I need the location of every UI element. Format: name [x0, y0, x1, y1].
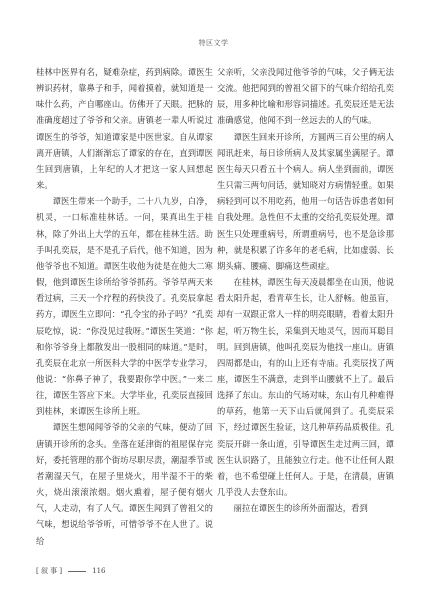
right-column	[217, 64, 394, 516]
left-column	[36, 64, 213, 549]
body-paragraph: 父亲听，父亲没闻过他爷爷的气味，父子俩无法交流。他把闻到的曾祖父留下的气味介绍给孔奕辰，用多种比喻和形容词描述。孔奕辰还是无法准确感觉，他闻不到一丝远去的人的气味。	[217, 67, 394, 126]
journal-title: 特区文学	[198, 39, 229, 47]
footer-divider	[68, 571, 86, 572]
body-paragraph: 谭医生带来一个助手，二十八九岁，白净，机灵，一口标准桂林话。一问，果真出生于桂林，除了外出上大学的五年，都在桂林生活。助手叫孔奕辰，是不是孔子后代，他不知道，因为他爷爷也不知道。谭医生收他为徒是在他大二寒假，他到谭医生诊所给爷爷抓药。爷爷早两天来看过病，三天一个疗程的药快没了。孔奕辰拿起药方，谭医生立即问：“孔令宝的孙子吗？”孔奕辰吃惊，说：“你没见过我呀。”谭医生笑道：“你和你爷爷身上都散发出一股相同的味道。”是时，孔奕辰在北京一所医科大学的中医学专业学习，他说：“你鼻子神了，我要跟你学中医。”一来二往，谭医生答应下来。大学毕业，孔奕辰直接回到桂林，来谭医生诊所上班。	[36, 196, 213, 417]
page-footer	[36, 566, 106, 576]
body-paragraph: 谭医生想闻闻爷爷的父亲的气味，便动了回唐镇开诊所的念头。坐落在延津街的祖屋保存完好，委托管理的那个街坊尽职尽责，潮湿季节或者潮湿天气，在屋子里烧火，用半湿不干的柴火，烧出滚滚浓烟。烟火熏着，屋子便有烟火气，人走动，有了人气。谭医生闻到了曾祖父的气味，想说给爷爷听，可惜爷爷不在人世了。说给	[36, 422, 213, 546]
section-label: [ 叙 事 ]	[36, 567, 63, 575]
body-paragraph: 谭医生回来开诊所，方圆两三百公里的病人闻讯赶来，每日诊所病人及其家属坐满屋子。谭医生每天只看五十个病人。病人坐到面前，谭医生只需三两句问话，就知晓对方病情轻重。如果病轻到可以不用吃药，他用一句话告诉患者如何自我处理。急性但不太重的交给孔奕辰处理。谭医生只处理重病号，所谓重病号，也不是急诊那种，就是积累了许多年的老毛病，比如虚弱、长期头痛、腰痛、脚痛这些顽症。	[217, 131, 394, 271]
page-number: 116	[92, 567, 106, 575]
body-paragraph: 在桂林，谭医生每天凌晨都坐在山顶，他说看太阳升起，看青草生长，让人舒畅。他虽盲，却有一双跟正常人一样的明亮眼睛，看着太阳升起，听万物生长，采集到天地灵气，因而耳聪目明。回到唐镇，他叫孔奕辰为他找一座山。唐镇四周都是山，有的山上还有寺庙。孔奕辰找了两座，谭医生不满意，走到半山腰就不上了。最后选择了东山。东山的气场对味，东山有几种难得的草药，他第一天下山后就闻到了。孔奕辰采下，经过谭医生验证，这几种草药品质极佳。孔奕辰开辟一条山道，引导谭医生走过两三回，谭医生认识路了，且能独立行走。他不让任何人跟着，也不希望碰上任何人。于是，在清晨，唐镇几乎没人去登东山。	[217, 277, 394, 498]
body-paragraph: 丽拉在谭医生的诊所外面溜达，看到	[233, 503, 368, 514]
body-paragraph: 桂林中医界有名，疑难杂症，药到病除。谭医生辨识药材，靠鼻子和手，闻着摸着，就知道是一味什么药，产自哪座山。仿佛开了天眼。把脉的准确度超过了爷爷和父亲。唐镇老一辈人听说过谭医生的爷爷，知道谭家是中医世家。自从谭家离开唐镇，人们渐渐忘了谭家的存在，直到谭医生回到唐镇，上年纪的人才把这一家人回想起来。	[36, 67, 213, 191]
